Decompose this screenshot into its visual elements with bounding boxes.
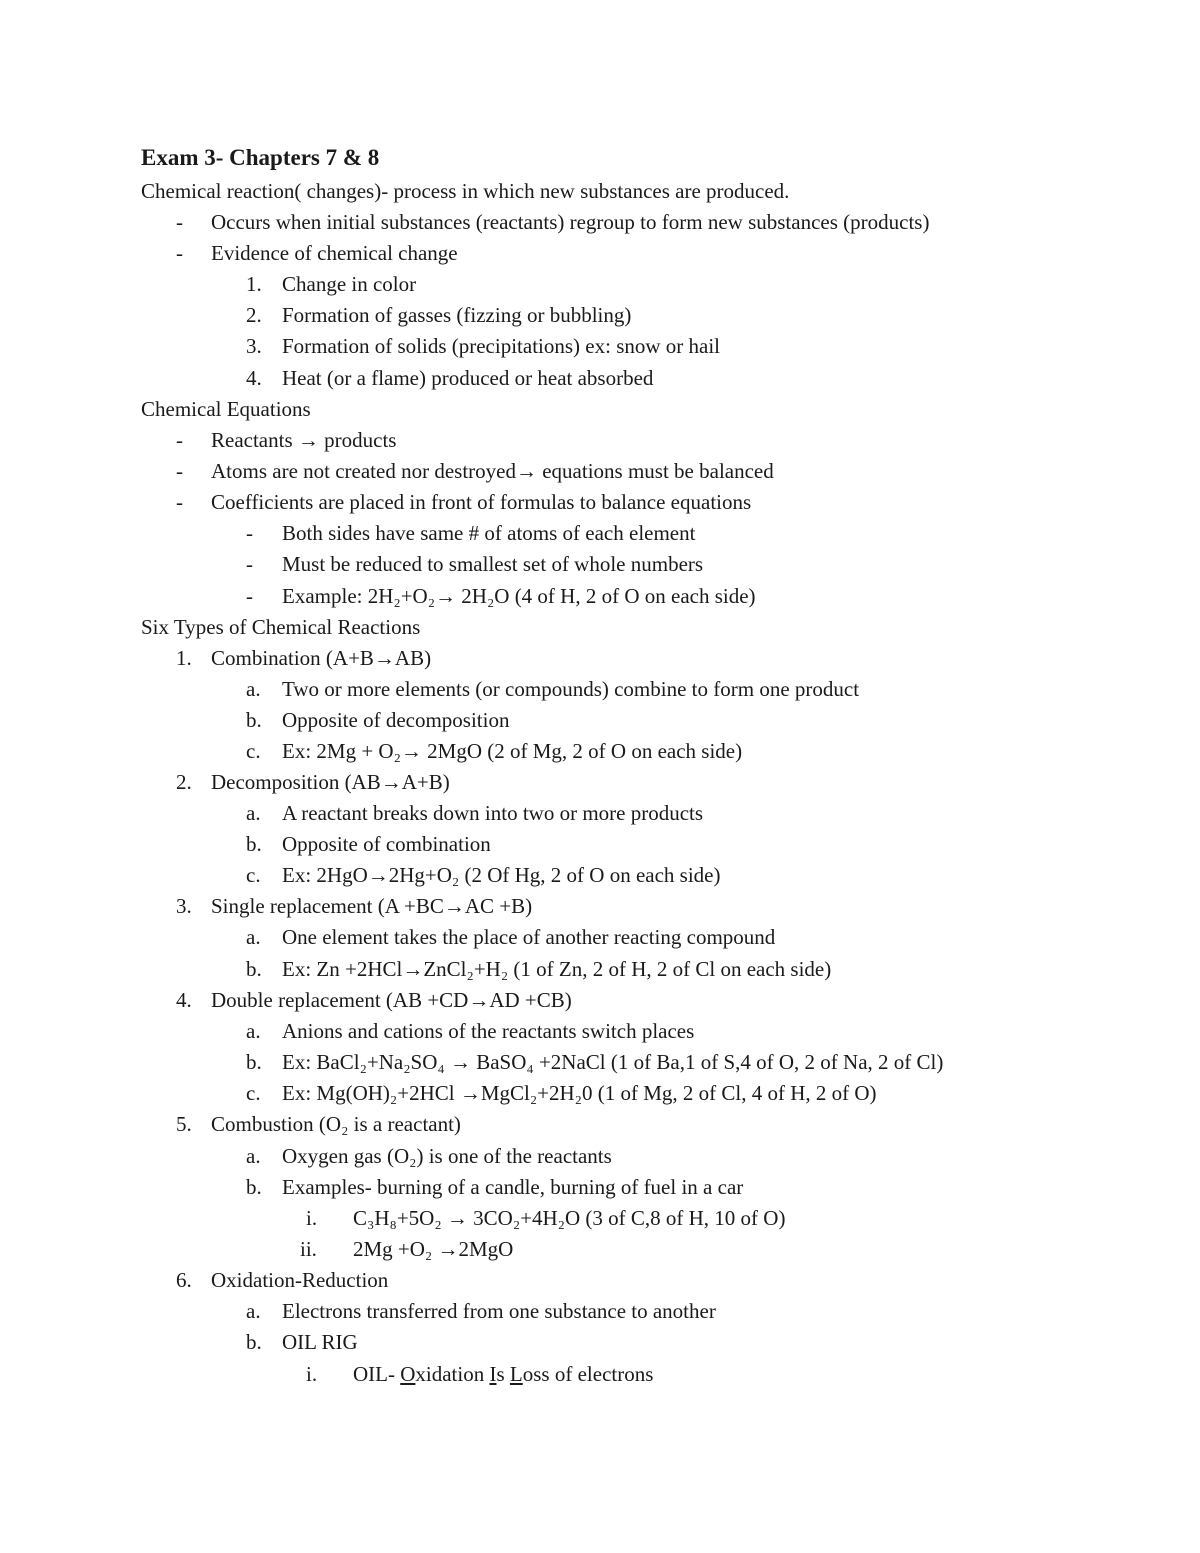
letter-marker: b. [246,1175,262,1199]
line-text: 2Mg +O₂ →2MgO [353,1237,514,1261]
line-text: Heat (or a flame) produced or heat absorbed [282,366,654,390]
letter-marker: a. [246,801,261,825]
line-text: Formation of solids (precipitations) ex: snow or hail [282,334,721,358]
line-text: Ex: BaCl₂+Na₂SO₄ → BaSO₄ +2NaCl (1 of Ba,1 of S,4 of O, 2 of Na, 2 of Cl) [282,1050,944,1074]
line-text: Examples- burning of a candle, burning of fuel in a car [282,1175,744,1199]
letter-marker: b. [246,957,262,981]
line-text: Oxygen gas (O₂) is one of the reactants [282,1144,612,1168]
line-text: Decomposition (AB→A+B) [211,770,450,794]
number-marker: 1. [246,272,262,296]
bullet-marker: - [176,241,183,265]
number-marker: 3. [176,894,192,918]
letter-marker: a. [246,1144,261,1168]
bullet-marker: - [246,521,253,545]
line-text: Formation of gasses (fizzing or bubbling) [282,303,632,327]
line-text: Two or more elements (or compounds) combine to form one product [282,677,860,701]
line-text: Reactants → products [211,428,397,452]
line-text: Ex: 2HgO→2Hg+O₂ (2 Of Hg, 2 of O on each side) [282,863,721,887]
line-text: Anions and cations of the reactants switch places [282,1019,695,1043]
line-text: Opposite of combination [282,832,491,856]
letter-marker: b. [246,1050,262,1074]
roman-marker: ii. [300,1237,317,1261]
letter-marker: a. [246,1299,261,1323]
line-text: Six Types of Chemical Reactions [141,615,421,639]
line-text: Occurs when initial substances (reactants) regroup to form new substances (products) [211,210,930,234]
line-text: Ex: 2Mg + O₂→ 2MgO (2 of Mg, 2 of O on each side) [282,739,743,763]
bullet-marker: - [176,428,183,452]
number-marker: 6. [176,1268,192,1292]
number-marker: 3. [246,334,262,358]
bullet-marker: - [176,210,183,234]
line-text: Double replacement (AB +CD→AD +CB) [211,988,572,1012]
line-text: One element takes the place of another reacting compound [282,925,776,949]
number-marker: 4. [176,988,192,1012]
line-text: OIL RIG [282,1330,358,1354]
line-text: Oxidation-Reduction [211,1268,389,1292]
number-marker: 2. [176,770,192,794]
bullet-marker: - [176,490,183,514]
number-marker: 2. [246,303,262,327]
line-text: Electrons transferred from one substance to another [282,1299,716,1323]
roman-marker: i. [306,1362,318,1386]
number-marker: 4. [246,366,262,390]
line-text: Evidence of chemical change [211,241,458,265]
line-text: Ex: Mg(OH)₂+2HCl →MgCl₂+2H₂0 (1 of Mg, 2 of Cl, 4 of H, 2 of O) [282,1081,877,1105]
letter-marker: b. [246,1330,262,1354]
bullet-marker: - [246,584,253,608]
line-text: Change in color [282,272,417,296]
letter-marker: a. [246,677,261,701]
line-text: Coefficients are placed in front of formulas to balance equations [211,490,752,514]
roman-marker: i. [306,1206,318,1230]
letter-marker: c. [246,739,261,763]
line-text: Both sides have same # of atoms of each element [282,521,696,545]
line-text: Example: 2H₂+O₂→ 2H₂O (4 of H, 2 of O on each side) [282,584,756,608]
line-text: Combination (A+B→AB) [211,646,432,670]
number-marker: 1. [176,646,192,670]
number-marker: 5. [176,1112,192,1136]
line-text: Combustion (O₂ is a reactant) [211,1112,461,1136]
letter-marker: c. [246,863,261,887]
letter-marker: a. [246,925,261,949]
line-text: Opposite of decomposition [282,708,510,732]
line-text: Atoms are not created nor destroyed→ equations must be balanced [211,459,774,483]
letter-marker: a. [246,1019,261,1043]
line-text: Single replacement (A +BC→AC +B) [211,894,533,918]
line-text: Must be reduced to smallest set of whole numbers [282,552,704,576]
line-text: Ex: Zn +2HCl→ZnCl₂+H₂ (1 of Zn, 2 of H, 2 of Cl on each side) [282,957,832,981]
page-title-text: Exam 3- Chapters 7 & 8 [141,145,380,170]
line-text: A reactant breaks down into two or more products [282,801,704,825]
bullet-marker: - [176,459,183,483]
oil-mnemonic-text: OIL- Oxidation Is Loss of electrons [353,1362,654,1386]
bullet-marker: - [246,552,253,576]
letter-marker: c. [246,1081,261,1105]
line-text: C₃H₈+5O₂ → 3CO₂+4H₂O (3 of C,8 of H, 10 of O) [353,1206,786,1230]
line-text: Chemical Equations [141,397,311,421]
letter-marker: b. [246,708,262,732]
letter-marker: b. [246,832,262,856]
line-text: Chemical reaction( changes)- process in which new substances are produced. [141,179,790,203]
